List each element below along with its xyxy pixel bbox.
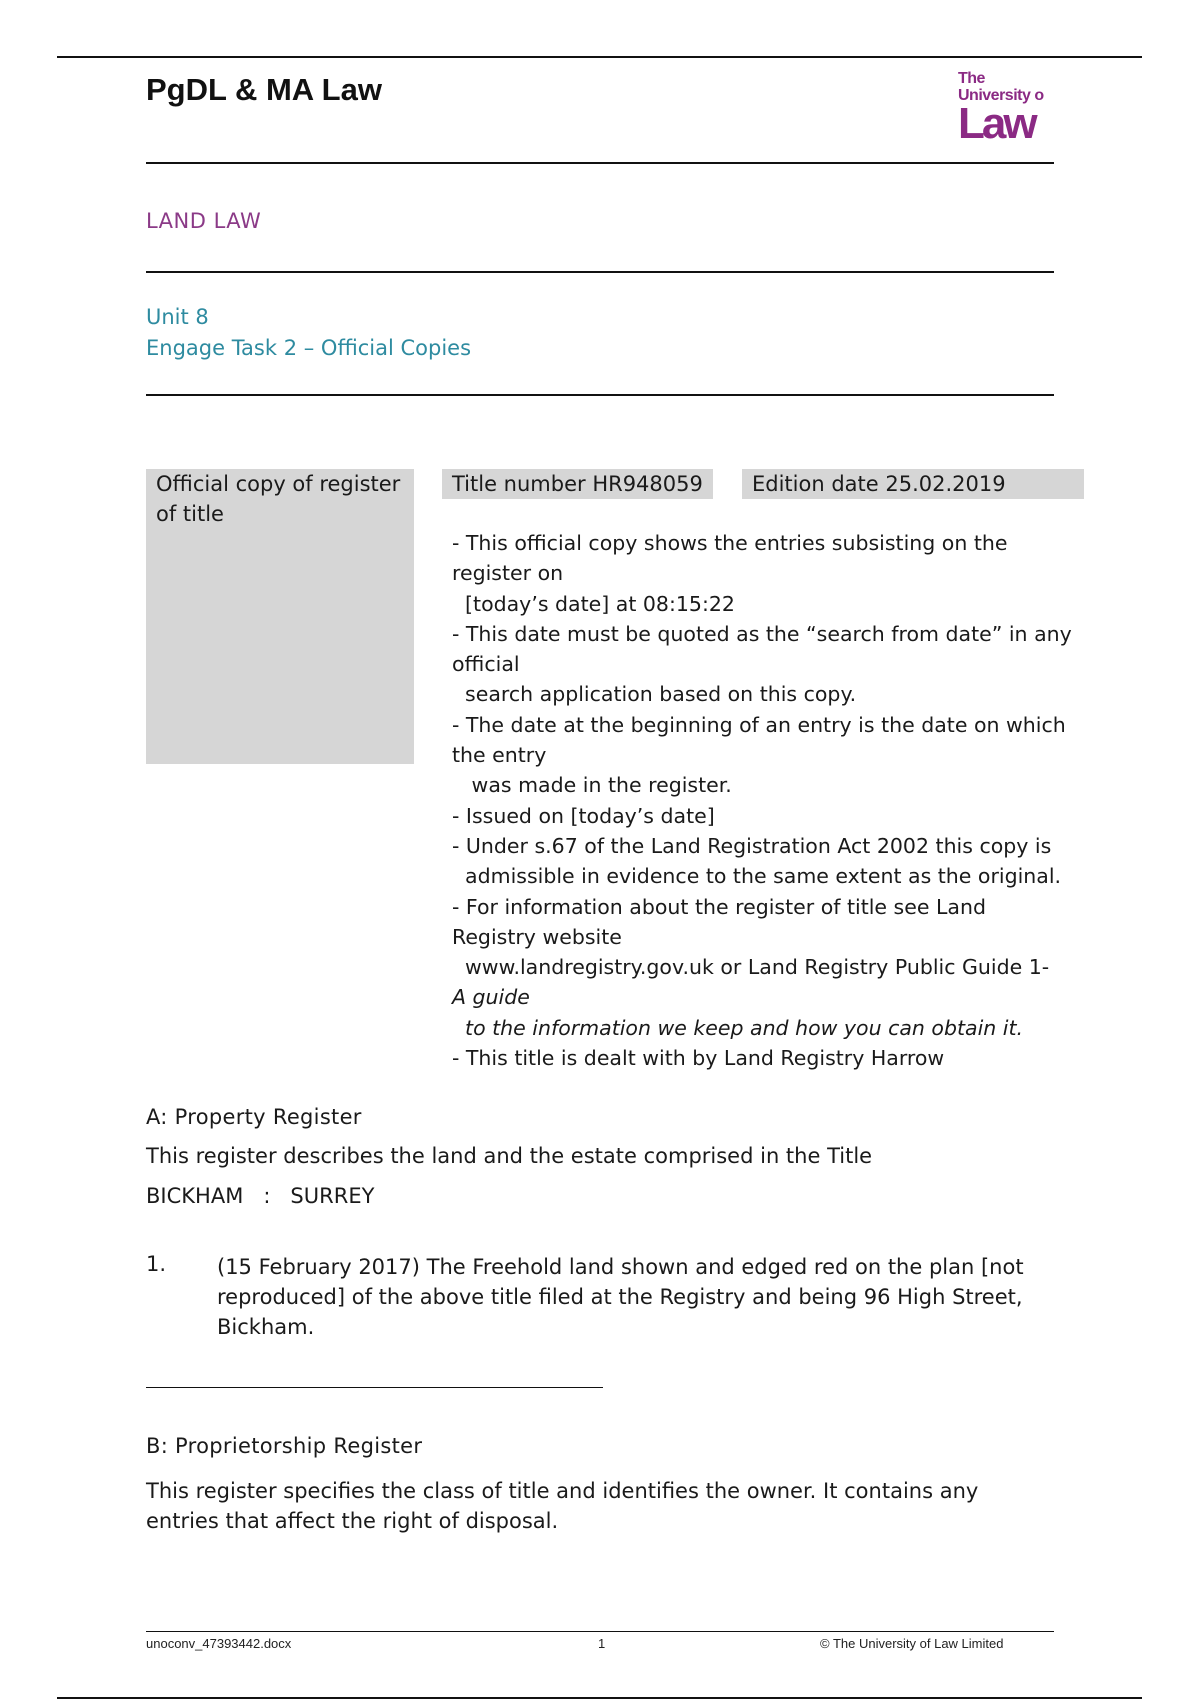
note-line: A guide: [452, 985, 530, 1010]
proprietorship-register-heading: B: Proprietorship Register: [146, 1434, 423, 1458]
note-line: Registry website: [452, 924, 622, 949]
note-line: - Issued on [today’s date]: [452, 803, 715, 828]
property-register-heading: A: Property Register: [146, 1105, 362, 1129]
note-line: to the information we keep and how you can obtain it.: [452, 1015, 1024, 1040]
title-number-box: Title number HR948059: [442, 469, 713, 499]
unit-rule: [146, 394, 1054, 396]
note-line: official: [452, 652, 520, 677]
footer-copyright: © The University of Law Limited: [820, 1636, 1004, 1651]
university-logo: [958, 70, 1054, 148]
logo-line-3: Law: [958, 99, 1035, 148]
note-line: register on: [452, 561, 564, 586]
bottom-rule: [57, 1697, 1142, 1699]
note-line: - The date at the beginning of an entry is the date on which: [452, 712, 1066, 737]
proprietorship-register-description: This register specifies the class of title and identifies the owner. It contains any entries that affect the right of disposal.: [146, 1479, 979, 1533]
property-register-description: This register describes the land and the estate comprised in the Title: [146, 1144, 873, 1168]
logo-line-2: University o: [958, 87, 1044, 104]
note-line: - This title is dealt with by Land Registry Harrow: [452, 1046, 945, 1071]
edition-date-box: Edition date 25.02.2019: [742, 469, 1084, 499]
note-line: the entry: [452, 743, 547, 768]
note-line: www.landregistry.gov.uk or Land Registry Public Guide 1-: [452, 955, 1050, 980]
entry-number: 1.: [146, 1252, 167, 1276]
official-copy-notes: [452, 528, 1092, 1073]
top-rule: [57, 56, 1142, 58]
unit-task-title: Engage Task 2 – Official Copies: [146, 336, 472, 360]
note-line: [today’s date] at 08:15:22: [452, 591, 735, 616]
logo-line-1: The: [958, 70, 985, 87]
header-title: PgDL & MA Law: [146, 72, 382, 107]
unit-number: Unit 8: [146, 305, 209, 329]
entry-text: (15 February 2017) The Freehold land shown and edged red on the plan [not reproduced] of the above title filed at the Registry and being 96 High Street, Bickham.: [217, 1255, 1024, 1339]
footer-page-number: 1: [598, 1636, 606, 1651]
footer-rule: [146, 1631, 1054, 1632]
footer-filename: unoconv_47393442.docx: [146, 1636, 292, 1651]
header-rule: [146, 162, 1054, 164]
note-line: admissible in evidence to the same extent as the original.: [452, 864, 1062, 889]
note-line: - This date must be quoted as the “search from date” in any: [452, 621, 1072, 646]
property-location: BICKHAM : SURREY: [146, 1184, 375, 1208]
official-copy-label-text: Official copy of register of title: [156, 472, 401, 526]
section-divider: [146, 1387, 603, 1388]
subject-heading: LAND LAW: [146, 209, 262, 233]
unit-heading: [146, 302, 471, 364]
note-line: - For information about the register of title see Land: [452, 894, 986, 919]
subject-rule: [146, 271, 1054, 273]
note-line: - Under s.67 of the Land Registration Act 2002 this copy is: [452, 833, 1052, 858]
official-copy-label: [146, 469, 414, 764]
note-line: was made in the register.: [452, 773, 732, 798]
note-line: search application based on this copy.: [452, 682, 857, 707]
note-line: - This official copy shows the entries subsisting on the: [452, 531, 1008, 555]
